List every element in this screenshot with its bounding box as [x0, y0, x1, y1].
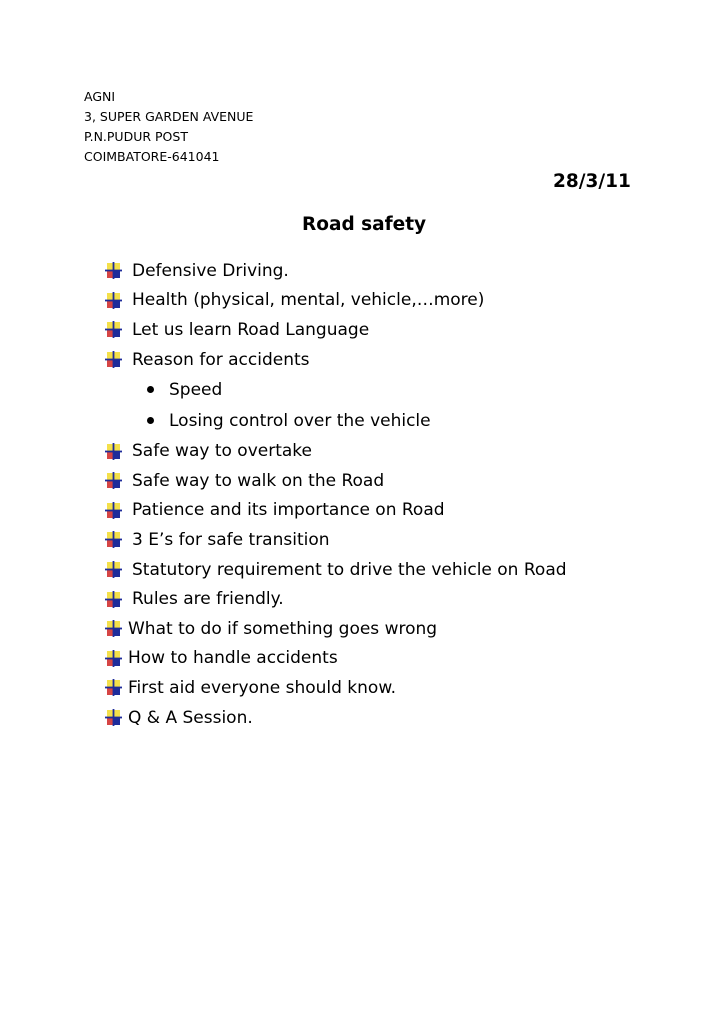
- list-item: [105, 286, 567, 316]
- four-square-cross-bullet-icon: [105, 650, 122, 667]
- list-item: [105, 496, 567, 526]
- bullet-dot-icon: [147, 417, 154, 424]
- list-item-label: Patience and its importance on Road: [132, 500, 445, 521]
- address-line-3: P.N.PUDUR POST: [84, 129, 188, 144]
- list-item: [105, 315, 567, 345]
- sub-list-item-label: Losing control over the vehicle: [169, 410, 431, 431]
- four-square-cross-bullet-icon: [105, 321, 122, 338]
- four-square-cross-bullet-icon: [105, 472, 122, 489]
- four-square-cross-bullet-icon: [105, 351, 122, 368]
- list-item: [105, 644, 567, 674]
- address-line-1: AGNI: [84, 89, 116, 104]
- list-item: [105, 555, 567, 585]
- four-square-cross-bullet-icon: [105, 620, 122, 637]
- four-square-cross-bullet-icon: [105, 292, 122, 309]
- list-item-label: How to handle accidents: [128, 648, 338, 669]
- sub-list-item: [105, 405, 567, 436]
- sub-list-item-label: Speed: [169, 379, 223, 400]
- four-square-cross-bullet-icon: [105, 262, 122, 279]
- list-item-label: Q & A Session.: [128, 707, 253, 728]
- list-item-label: Let us learn Road Language: [132, 319, 370, 340]
- sub-list-item: [105, 374, 567, 405]
- list-item-label: 3 E’s for safe transition: [132, 529, 330, 550]
- list-item: [105, 673, 567, 703]
- document-title: Road safety: [302, 214, 427, 235]
- list-item-label: Safe way to overtake: [132, 441, 313, 462]
- list-item: [105, 703, 567, 733]
- four-square-cross-bullet-icon: [105, 679, 122, 696]
- four-square-cross-bullet-icon: [105, 561, 122, 578]
- list-item: [105, 256, 567, 286]
- four-square-cross-bullet-icon: [105, 443, 122, 460]
- list-item: [105, 466, 567, 496]
- list-item-label: Health (physical, mental, vehicle,…more): [132, 290, 485, 311]
- list-item-label: Rules are friendly.: [132, 589, 284, 610]
- bullet-dot-icon: [147, 386, 154, 393]
- list-item-label: Reason for accidents: [132, 349, 310, 370]
- four-square-cross-bullet-icon: [105, 502, 122, 519]
- list-item: [105, 345, 567, 375]
- topic-list: [105, 256, 567, 732]
- document-date: 28/3/11: [553, 171, 631, 192]
- list-item: [105, 584, 567, 614]
- four-square-cross-bullet-icon: [105, 709, 122, 726]
- list-item-label: What to do if something goes wrong: [128, 618, 438, 639]
- four-square-cross-bullet-icon: [105, 531, 122, 548]
- address-line-2: 3, SUPER GARDEN AVENUE: [84, 109, 254, 124]
- list-item: [105, 525, 567, 555]
- list-item-label: Statutory requirement to drive the vehicle on Road: [132, 559, 567, 580]
- list-item: [105, 614, 567, 644]
- list-item-label: Safe way to walk on the Road: [132, 470, 385, 491]
- list-item-label: First aid everyone should know.: [128, 677, 397, 698]
- list-item-label: Defensive Driving.: [132, 260, 289, 281]
- four-square-cross-bullet-icon: [105, 591, 122, 608]
- address-block: [84, 87, 253, 167]
- list-item: [105, 436, 567, 466]
- address-line-4: COIMBATORE-641041: [84, 149, 220, 164]
